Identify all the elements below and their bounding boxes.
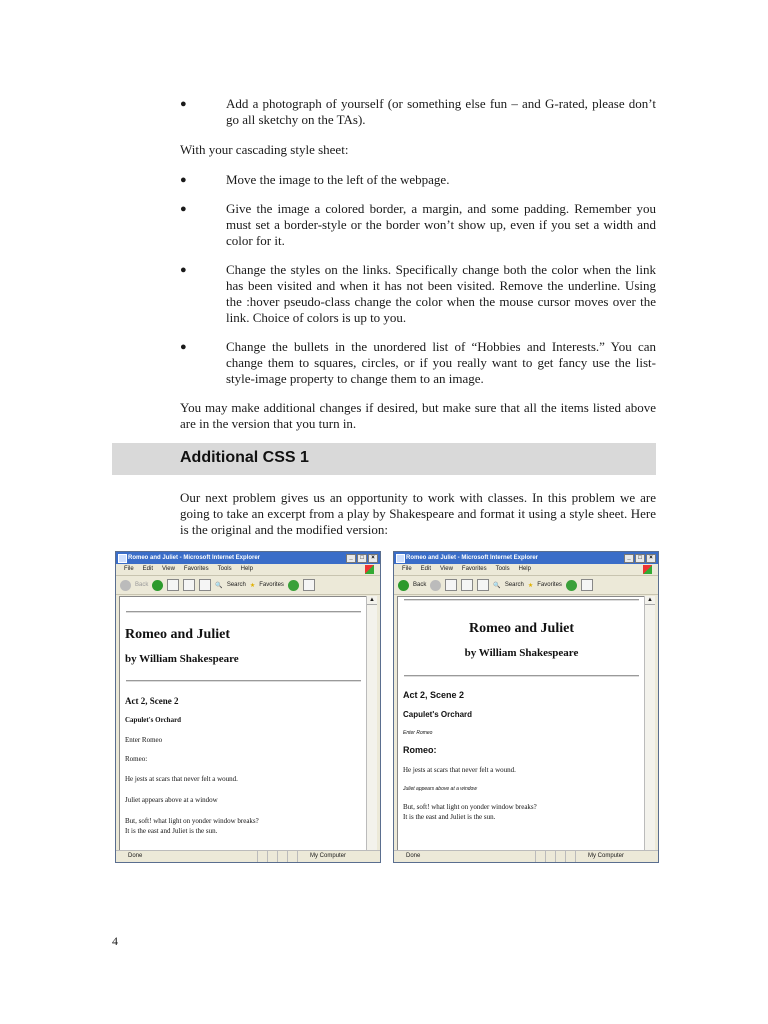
speech-line: But, soft! what light on yonder window breaks? — [125, 817, 259, 825]
home-icon — [477, 579, 489, 591]
speech-line: It is the east and Juliet is the sun. — [125, 827, 218, 835]
act-heading: Act 2, Scene 2 — [403, 690, 465, 700]
bullet-item-list-bullets — [180, 339, 656, 387]
bullet-text: Move the image to the left of the webpage. — [226, 172, 450, 187]
rule — [404, 675, 639, 677]
window-controls — [624, 554, 656, 563]
window-title: Romeo and Juliet - Microsoft Internet Explorer — [406, 555, 539, 561]
forward-icon — [152, 580, 163, 591]
closing-paragraph: You may make additional changes if desired, but make sure that all the items listed above are in the version that you turn in. — [180, 400, 656, 431]
speech-line: He jests at scars that never felt a wound. — [403, 766, 516, 774]
search-label: Search — [226, 582, 246, 588]
page-number: 4 — [112, 934, 118, 948]
favorites-label: Favorites — [537, 582, 562, 588]
status-done: Done — [128, 853, 143, 859]
back-label: Back — [135, 582, 149, 588]
section-header-band — [112, 443, 656, 475]
forward-icon — [430, 580, 441, 591]
status-cells — [535, 851, 575, 862]
menu-file: File — [402, 566, 412, 572]
back-icon — [120, 580, 131, 591]
menu-view: View — [162, 566, 175, 572]
scrollbar — [366, 596, 377, 851]
menu-favorites: Favorites — [183, 566, 209, 572]
section-intro: Our next problem gives us an opportunity to work with classes. In this problem we are going to take an excerpt from a play by Shakespeare and format it using a style sheet. Here is the original and the modified version: — [180, 490, 656, 537]
favorites-icon: ★ — [249, 582, 256, 589]
media-icon — [566, 580, 577, 591]
close-icon: × — [646, 554, 656, 563]
menu-bar — [116, 564, 380, 576]
play-author: by William Shakespeare — [125, 653, 239, 665]
stop-icon — [445, 579, 457, 591]
refresh-icon — [183, 579, 195, 591]
minimize-icon: _ — [346, 554, 356, 563]
bullet-dot: ● — [180, 98, 187, 110]
bullet-item-photo — [180, 96, 656, 128]
page-viewport — [397, 596, 646, 851]
bullet-text: Add a photograph of yourself (or something else fun – and G-rated, please don’t go all sketchy on the TAs). — [226, 96, 656, 127]
menu-edit: Edit — [142, 566, 154, 572]
menu-tools: Tools — [217, 566, 232, 572]
bullet-dot: ● — [180, 203, 187, 215]
search-icon: 🔍 — [493, 582, 501, 589]
window-title: Romeo and Juliet - Microsoft Internet Explorer — [128, 555, 261, 561]
window-titlebar — [394, 552, 658, 564]
history-icon — [581, 579, 593, 591]
status-zone: My Computer — [297, 851, 380, 862]
stop-icon — [167, 579, 179, 591]
speaker: Romeo: — [403, 745, 437, 755]
bullet-text: Change the styles on the links. Specifically change both the color when the link has been visited and when it has not been visited. Remove the underline. Using the :hover pseudo-class change the color when the mouse cursor moves over the link. Choice of colors is up to you. — [226, 262, 656, 325]
menu-help: Help — [240, 566, 253, 572]
favorites-label: Favorites — [259, 582, 284, 588]
rule — [404, 599, 639, 601]
status-done: Done — [406, 853, 421, 859]
status-cells — [257, 851, 297, 862]
menu-edit: Edit — [420, 566, 432, 572]
status-zone: My Computer — [575, 851, 658, 862]
speaker: Romeo: — [125, 755, 148, 763]
play-title: Romeo and Juliet — [125, 627, 230, 642]
browser-screenshot-original — [115, 551, 381, 863]
bullet-dot: ● — [180, 174, 187, 186]
speech-line: He jests at scars that never felt a wound. — [125, 775, 238, 783]
maximize-icon: □ — [635, 554, 645, 563]
play-title: Romeo and Juliet — [469, 621, 574, 636]
bullet-text: Give the image a colored border, a margin, and some padding. Remember you must set a border-style or the border won’t show up, even if you set a width and color for it. — [226, 201, 656, 248]
back-label: Back — [413, 582, 427, 588]
refresh-icon — [461, 579, 473, 591]
scroll-up-icon: ▲ — [367, 596, 377, 605]
status-bar — [394, 850, 658, 862]
stage-direction: Juliet appears above at a window — [403, 786, 477, 792]
menu-view: View — [440, 566, 453, 572]
status-bar — [116, 850, 380, 862]
bullet-item-links — [180, 262, 656, 326]
menu-tools: Tools — [495, 566, 510, 572]
setting-heading: Capulet's Orchard — [125, 716, 182, 724]
home-icon — [199, 579, 211, 591]
browser-screenshot-modified — [393, 551, 659, 863]
rule — [126, 611, 361, 613]
stage-direction-enter: Enter Romeo — [125, 736, 163, 744]
toolbar — [394, 576, 658, 595]
search-label: Search — [504, 582, 524, 588]
windows-flag-icon — [643, 565, 652, 574]
bullet-item-move-image — [180, 172, 656, 188]
window-titlebar — [116, 552, 380, 564]
windows-flag-icon — [365, 565, 374, 574]
ie-icon — [118, 554, 127, 563]
window-controls — [346, 554, 378, 563]
scroll-up-icon: ▲ — [645, 596, 655, 605]
play-author: by William Shakespeare — [464, 647, 579, 659]
section-title: Additional CSS 1 — [180, 449, 309, 466]
menu-help: Help — [518, 566, 531, 572]
stage-direction: Juliet appears above at a window — [125, 796, 218, 804]
rule — [126, 680, 361, 682]
history-icon — [303, 579, 315, 591]
css-intro: With your cascading style sheet: — [180, 142, 349, 157]
ie-icon — [396, 554, 405, 563]
scrollbar — [644, 596, 655, 851]
menu-file: File — [124, 566, 134, 572]
search-icon: 🔍 — [215, 582, 223, 589]
bullet-dot: ● — [180, 264, 187, 276]
speech-line: But, soft! what light on yonder window breaks? — [403, 803, 537, 811]
back-icon — [398, 580, 409, 591]
speech-line: It is the east and Juliet is the sun. — [403, 813, 496, 821]
page-viewport — [119, 596, 368, 851]
act-heading: Act 2, Scene 2 — [125, 696, 179, 706]
media-icon — [288, 580, 299, 591]
menu-favorites: Favorites — [461, 566, 487, 572]
favorites-icon: ★ — [527, 582, 534, 589]
bullet-text: Change the bullets in the unordered list of “Hobbies and Interests.” You can change them to squares, circles, or if you really want to get fancy use the list-style-image property to change them to an image. — [226, 339, 656, 386]
stage-direction-enter: Enter Romeo — [403, 730, 433, 736]
bullet-dot: ● — [180, 341, 187, 353]
toolbar — [116, 576, 380, 595]
minimize-icon: _ — [624, 554, 634, 563]
menu-bar — [394, 564, 658, 576]
close-icon: × — [368, 554, 378, 563]
maximize-icon: □ — [357, 554, 367, 563]
setting-heading: Capulet's Orchard — [403, 710, 473, 719]
bullet-item-border — [180, 201, 656, 249]
